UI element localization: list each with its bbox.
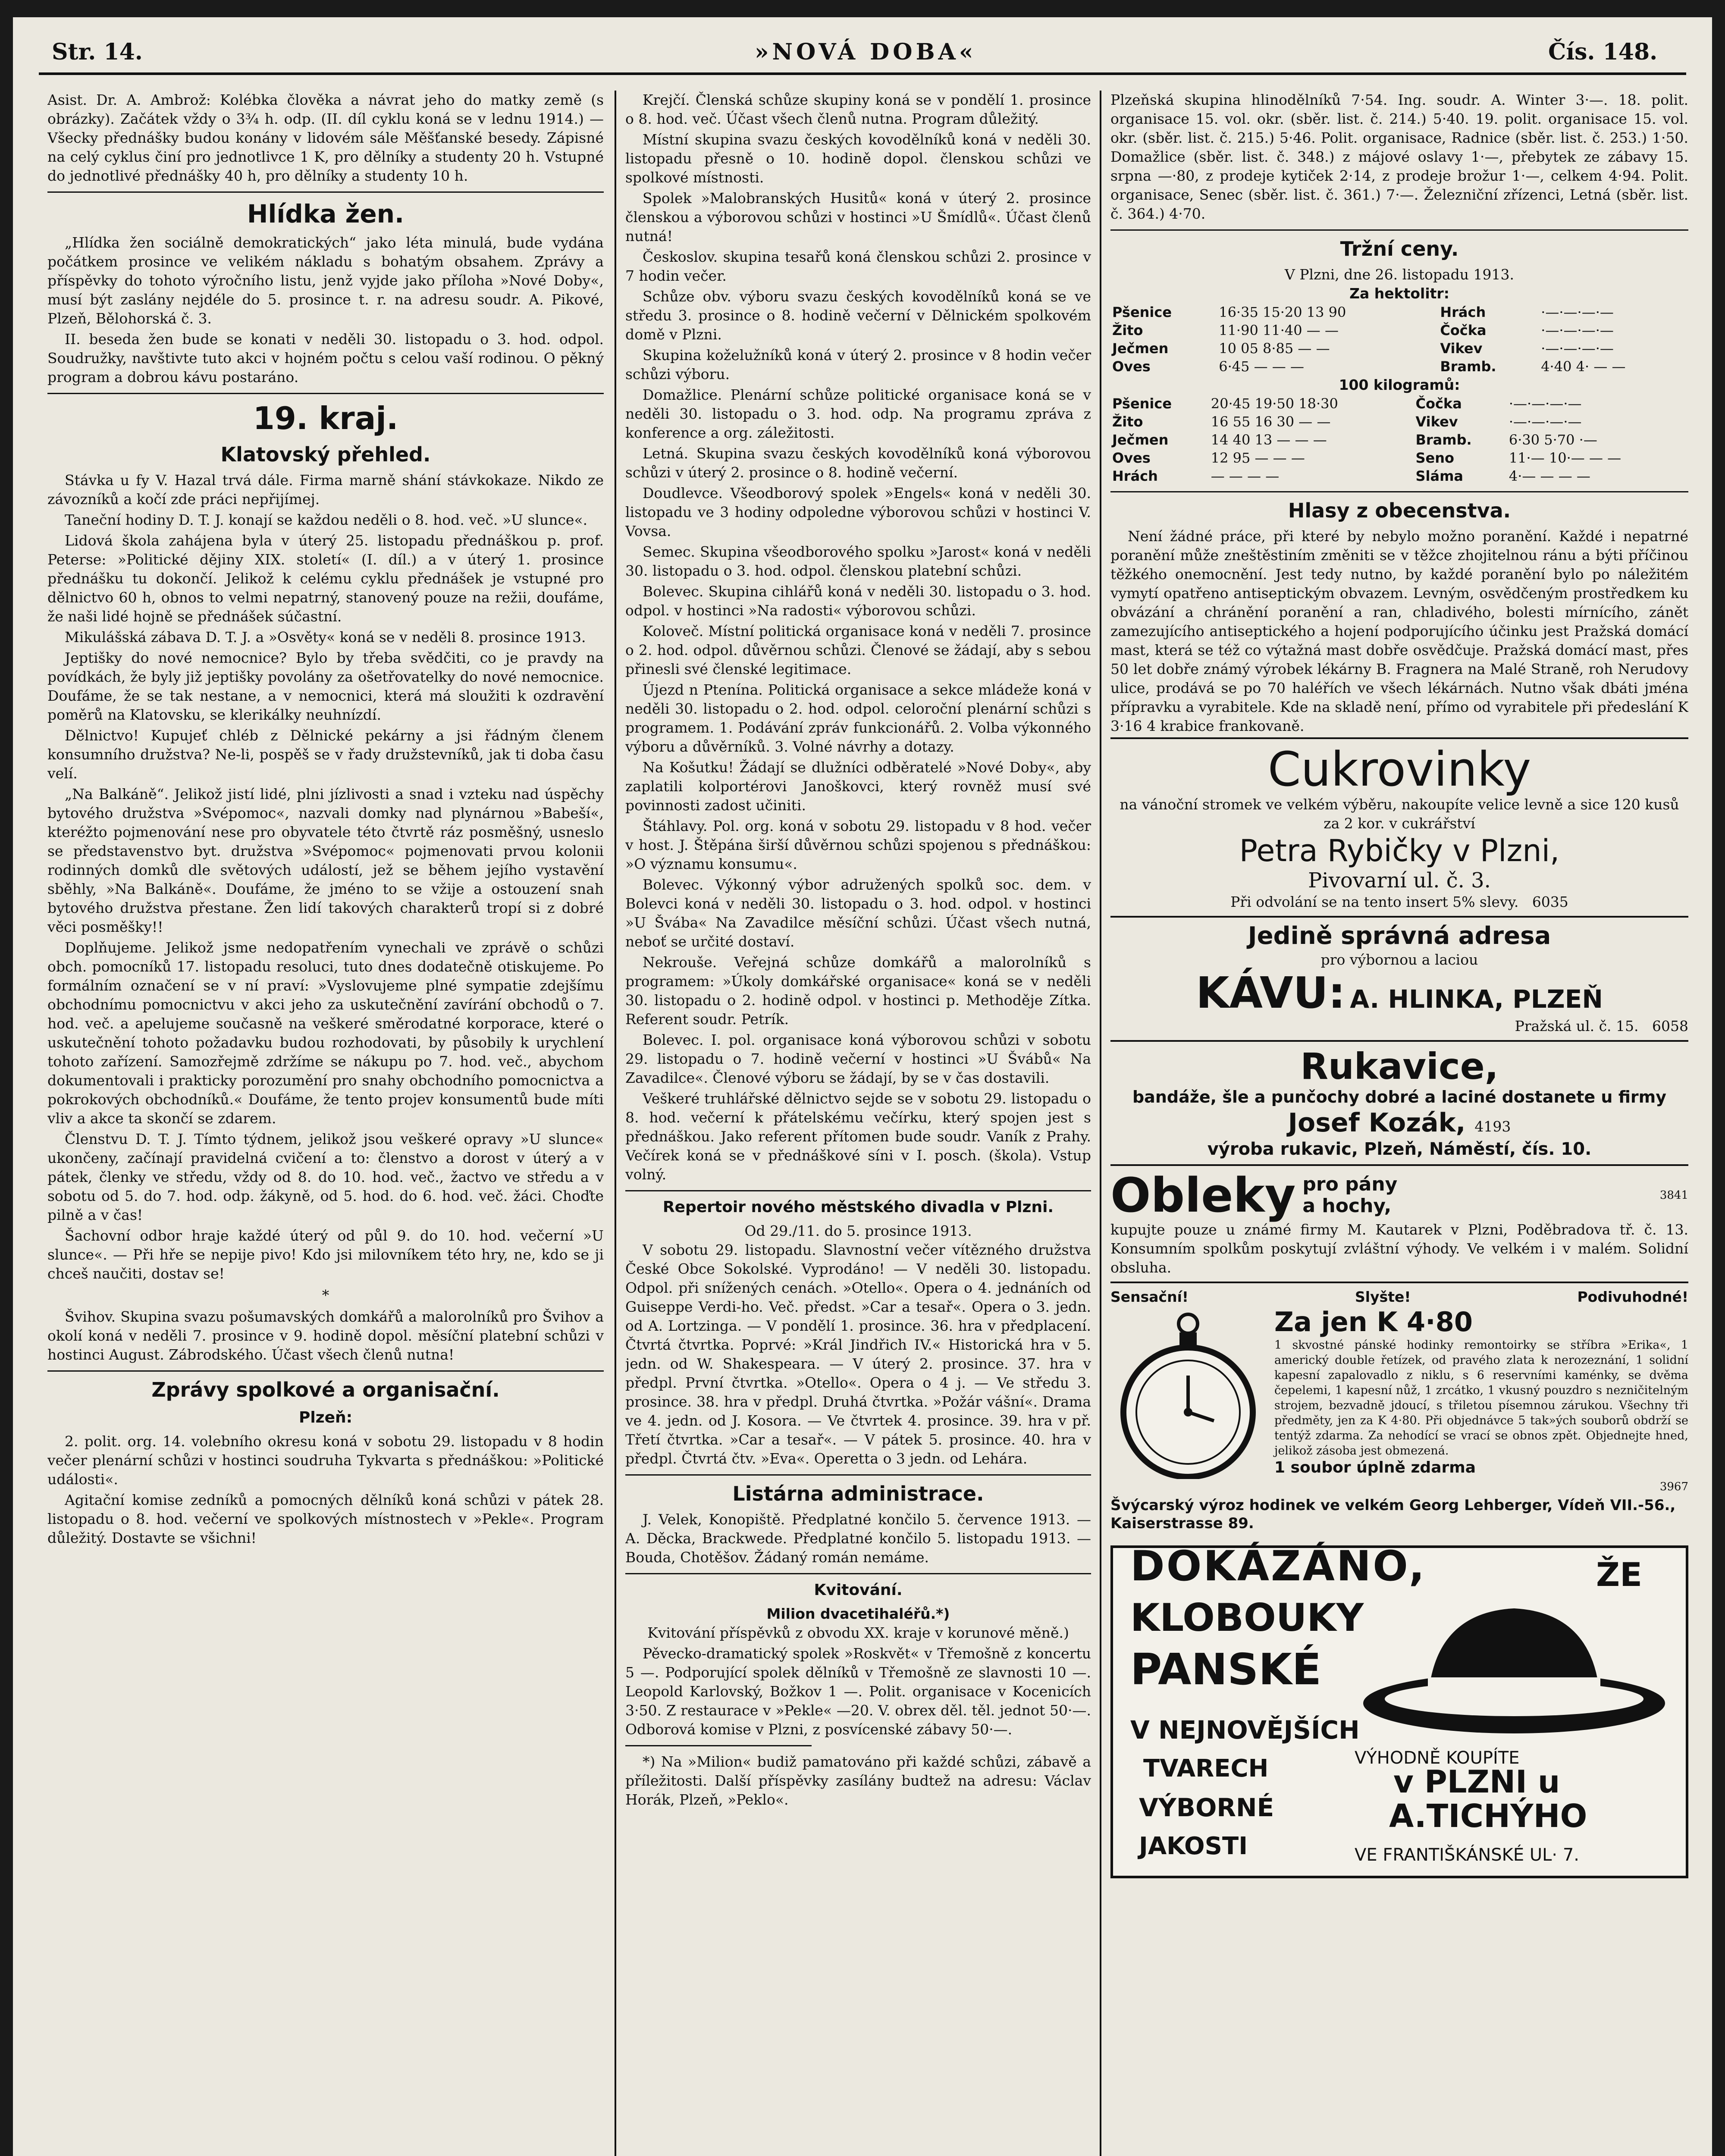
zpravy-heading: Zprávy spolkové a organisační.: [151, 1378, 500, 1401]
ad-klobouky-line: DOKÁZÁNO,: [1130, 1542, 1427, 1590]
repertoir-dates: Od 29./11. do 5. prosince 1913.: [744, 1222, 972, 1239]
ad-cukrovinky-firm: Petra Rybičky v Plzni,: [1239, 833, 1560, 868]
ad-code: 3967: [1659, 1480, 1688, 1493]
hlidka-text-1: „Hlídka žen sociálně demokratických“ jako léta minulá, bude vydána počátkem prosince ve velikém nákladu s bohatým obsahem. Zprávy a příspěvky do tohoto výročního listu, jenž vyjde jako příloha »Nové Doby«, musí být zaslány nejdéle do 5. prosince t. r. na adresu soudr. A. Pikové, Plzeň, Bělohorská č. 3.: [47, 234, 604, 327]
kraj-heading: 19. kraj.: [253, 400, 398, 436]
price-table-kg: [1110, 395, 1688, 485]
ad-klobouky-line: VÝBORNÉ: [1139, 1793, 1274, 1822]
news-item: „Na Balkáně“. Jelikož jistí lidé, plni jízlivosti a snad i vzteku nad úspěchy bytového družstva »Svépomoc«, nazvali domky nad plynárnou »Babeší«, kteréžto pojmenování nese pro obyvatele této čtvrtě ráz posměšný, usneslo se představenstvo byt. družstva »Svépomoc« pojmenovati prvou kolonii rodinných domků dle světových událostí, jež se během jejího vystavění sběhly, »Na Balkáně«. Doufáme, že jméno to se vžije a ostouzení snah bytového družstva přestane. Žen lidí takových charakterů tropí si z dobré věci posměšky!!: [47, 786, 604, 935]
repertoir-text: V sobotu 29. listopadu. Slavnostní večer vítězného družstva České Obce Sokolské. Vyprodáno! — V neděli 30. listopadu. Odpol. při snížených cenách. »Otello«. Opera o 4. jednáních od Guiseppe Verdi-ho. Več. předst. »Car a tesař«. Opera o 3. jedn. od A. Lortzinga. — V pondělí 1. prosince. 36. hra v předplacení. Čtvrtá čtvrtka. Poprvé: »Král Jindřich IV.« Historická hra v 5. jedn. od W. Shakespeara. — V úterý 2. prosince. 37. hra v předpl. První čtvrtka. »Otello«. Opera o 4 j. — Ve středu 3. prosince. 38. hra v předpl. Druhá čtvrtka. »Požár vášní«. Drama ve 4. jedn. od J. Kosora. — Ve čtvrtek 4. prosince. 39. hra v př. Třetí čtvrtka. »Car a tesař«. — V pátek 5. prosince. 40. hra v předpl. Čtvrtá čtv. »Eva«. Operetta o 3 jedn. od Lehára.: [625, 1241, 1091, 1467]
ad-klobouky-line: v PLZNI u: [1393, 1764, 1560, 1800]
ad-rukavice-title: Rukavice,: [1300, 1045, 1499, 1087]
price-row: Hrách — — — — Sláma 4·— — — —: [1112, 468, 1590, 484]
per-hectolitre-label: Za hektolitr:: [1349, 285, 1449, 302]
divider: [47, 393, 604, 394]
ad-rukavice: [1110, 1040, 1688, 1164]
column-1: [47, 91, 604, 2156]
club-item: Štáhlavy. Pol. org. koná v sobotu 29. listopadu v 8 hod. večer v host. J. Štěpána širší důvěrnou schůzi spojenou s přednáškou: »O významu konsumu«.: [625, 818, 1091, 872]
listarna-heading: Listárna administrace.: [732, 1482, 984, 1505]
ad-kava-title: Jedině správná adresa: [1248, 922, 1551, 950]
divider: [625, 1573, 1091, 1574]
news-item: Jeptišky do nové nemocnice? Bylo by třeba svědčiti, co je pravdy na povídkách, že byly již jeptišky povolány za ošetřovatelky do nové nemocnice. Doufáme, že se tak nestane, a v nemocnici, která má sloužiti k ozdravění poměrů na Klatovsku, se klerikálky neuhnízdí.: [47, 649, 604, 723]
ad-obleky: [1110, 1164, 1688, 1282]
ad-hodinky-text: 1 skvostné pánské hodinky remontoirky se stříbra »Erika«, 1 americký double řetízek, od pravého zlata k nerozeznání, 1 solidní kapesní zapalovadlo z niklu, s 6 reservními kaménky, se dvěma čepelemi, 1 kapesní nůž, 1 zrcátko, 1 vkusný pouzdro s nezničitelným strojem, bezvadně jdoucí, s třiletou písemnou zárukou. Všechny tři předměty, jen za K 4·80. Při objednávce 5 tak»ých souborů obdrží se tentýž zdarma. Za nehodící se vrací se obnos zpět. Objednejte hned, jelikož zásoba jest obmezená.: [1274, 1338, 1688, 1457]
column-divider-1: [615, 91, 616, 2156]
ad-klobouky-line: PANSKÉ: [1130, 1644, 1322, 1695]
ad-klobouky: [1110, 1542, 1688, 1878]
divider: [1110, 491, 1688, 492]
ad-cukrovinky-address: Pivovarní ul. č. 3.: [1308, 868, 1491, 893]
footnote-rule: [625, 1745, 812, 1746]
ad-code: 4193: [1474, 1118, 1511, 1135]
price-row: Žito 11·90 11·40 — — Čočka ·—·—·—·—: [1112, 322, 1614, 338]
ad-rukavice-address: výroba rukavic, Plzeň, Náměstí, čís. 10.: [1207, 1139, 1592, 1159]
club-item: Bolevec. Skupina cihlářů koná v neděli 30. listopadu o 3. hod. odpol. v hostinci »Na radosti« výborovou schůzi.: [625, 583, 1091, 619]
club-item: Semec. Skupina všeodborového spolku »Jarost« koná v neděli 30. listopadu o 3. hod. odpol. členskou platební schůzi.: [625, 543, 1091, 579]
club-item: Spolek »Malobranských Husitů« koná v úterý 2. prosince členskou a výborovou schůzi v hostinci »U Šmídlů«. Účast členů nutná!: [625, 190, 1091, 244]
ad-kava-address: Pražská ul. č. 15.: [1515, 1018, 1639, 1034]
issue-number: Čís. 148.: [1548, 39, 1658, 65]
zpravy-item: 2. polit. org. 14. volebního okresu koná v sobotu 29. listopadu v 8 hodin večer plenární schůzi v hostinci soudruha Tykvarta s přednáškou: »Politické události«.: [47, 1433, 604, 1488]
kvitovani-heading: Kvitování.: [814, 1581, 903, 1599]
header-rule: [39, 72, 1686, 75]
club-item: Skupina koželužníků koná v úterý 2. prosince v 8 hodin večer schůzi výboru.: [625, 347, 1091, 382]
price-row: Ječmen 14 40 13 — — — Bramb. 6·30 5·70 ·—: [1112, 432, 1597, 448]
kvitovani-footnote: *) Na »Milion« budiž pamatováno při každé schůzi, zábavě a příležitosti. Další příspěvky zasílány budtež na adresu: Václav Horák, Plzeň, »Peklo«.: [625, 1753, 1091, 1808]
svihov-item: Švihov. Skupina svazu pošumavských domkářů a malorolníků pro Švihov a okolí koná v neděli 7. prosince v 9. hodině dopol. měsíční platební schůzi v hostinci August. Zábrodského. Účast všech členů nutna!: [47, 1308, 604, 1363]
club-item: Nekrouše. Veřejná schůze domkářů a malorolníků s programem: »Úkoly domkářské organisace« koná se v neděli 30. listopadu o 2. hodině odpol. v hostinci p. Methoděje Zítka. Referent soudr. Petrík.: [625, 954, 1091, 1028]
ad-obleky-text: kupujte pouze u známé firmy M. Kautarek v Plzni, Poděbradova tř. č. 13. Konsumním spolkům poskytují zvláštní výhody. Ve velkém i v malém. Solidní obsluha.: [1110, 1221, 1688, 1276]
ad-klobouky-line: VE FRANTIŠKÁNSKÉ UL· 7.: [1355, 1845, 1580, 1865]
masthead: »NOVÁ DOBA«: [755, 39, 977, 65]
market-prices-heading: Tržní ceny.: [1340, 237, 1459, 260]
ad-klobouky-line: TVARECH: [1143, 1755, 1269, 1783]
club-item: Letná. Skupina svazu českých kovodělníků koná výborovou schůzi v úterý 2. prosince o 8. hodině večerní.: [625, 445, 1091, 481]
ad-hodinky-head: Sensační!: [1110, 1288, 1189, 1305]
plzen-subheading: Plzeň:: [298, 1409, 353, 1426]
ad-hodinky-head: Podivuhodné!: [1577, 1288, 1688, 1305]
divider: [47, 191, 604, 193]
ad-hodinky: [1110, 1282, 1688, 1537]
ad-klobouky-line: KLOBOUKY: [1130, 1595, 1364, 1640]
donations-continued: Plzeňská skupina hlinodělníků 7·54. Ing. soudr. A. Winter 3·—. 18. polit. organisace 15. vol. okr. (sběr. list. č. 214.) 5·40. 19. polit. organisace 15. vol. okr. (sběr. list. č. 215.) 5·46. Polit. organisace, Radnice (sběr. list. č. 253.) 1·50. Domažlice (sběr. list. č. 348.) z májové oslavy 1·—, přebytek ze zábavy 15. srpna —·80, z prodeje kytiček 2·14, z prodeje brožur 1·—, celkem 4·94. Polit. organisace, Senec (sběr. list. č. 361.) 7·—. Železniční zřízenci, Letná (sběr. list. č. 364.) 4·70.: [1110, 91, 1688, 222]
newspaper-page: [13, 17, 1712, 2156]
ad-hodinky-free: 1 soubor úplně zdarma: [1274, 1459, 1476, 1476]
ad-klobouky-line: V NEJNOVĚJŠÍCH: [1130, 1715, 1360, 1745]
kvitovani-intro: Kvitování příspěvků z obvodu XX. kraje v korunové měně.): [647, 1624, 1069, 1641]
page-number: Str. 14.: [52, 39, 143, 65]
price-row: Pšenice 20·45 19·50 18·30 Čočka ·—·—·—·—: [1112, 395, 1582, 412]
ad-hodinky-head: Slyšte!: [1355, 1288, 1411, 1305]
club-item: Místní skupina svazu českých kovodělníků koná v neděli 30. listopadu přesně o 10. hodině dopol. členskou schůzi ve spolkové místnosti.: [625, 131, 1091, 186]
ad-hodinky-firm: Švýcarský výroz hodinek ve velkém Georg Lehberger, Vídeň VII.-56., Kaiserstrasse 89.: [1110, 1497, 1676, 1532]
ad-kava-firm: A. HLINKA, PLZEŇ: [1350, 984, 1603, 1014]
repertoir-heading: Repertoir nového městského divadla v Plzni.: [662, 1198, 1054, 1216]
ad-kava: [1110, 916, 1688, 1040]
club-item: Domažlice. Plenární schůze politické organisace koná se v neděli 30. listopadu o 3. hod. odp. Na programu zpráva z konference a org. záležitosti.: [625, 386, 1091, 441]
hlidka-heading: Hlídka žen.: [247, 199, 405, 229]
pocket-watch-icon: [1110, 1307, 1266, 1479]
ad-kava-big: KÁVU:: [1196, 968, 1346, 1018]
ad-klobouky-line: JAKOSTI: [1139, 1832, 1248, 1860]
price-row: Žito 16 55 16 30 — — Vikev ·—·—·—·—: [1112, 414, 1582, 430]
lecture-notice: Asist. Dr. A. Ambrož: Kolébka člověka a návrat jeho do matky země (s obrázky). Začátek vždy o 3¾ h. odp. (II. díl cyklu koná se v lednu 1914.) — Všecky přednášky budou konány v lidovém sále Měšťanské besedy. Zápisné na celý cyklus činí pro jednotlivce 1 K, pro dělníky a studenty 20 h. Vstupné do jednotlivé přednášky 40 h, pro dělníky a studenty 10 h.: [47, 91, 604, 184]
per-100kg-label: 100 kilogramů:: [1339, 376, 1460, 393]
club-item: Krejčí. Členská schůze skupiny koná se v pondělí 1. prosince o 8. hod. več. Účast všech členů nutna. Program důležitý.: [625, 91, 1091, 127]
listarna-text: J. Velek, Konopiště. Předplatné končilo 5. července 1913. — A. Děcka, Brackwede. Předplatné končilo 5. listopadu 1913. — Bouda, Chotěšov. Žádaný román nemáme.: [625, 1511, 1091, 1566]
klatovy-heading: Klatovský přehled.: [220, 443, 431, 466]
hlasy-heading: Hlasy z obecenstva.: [1288, 499, 1511, 522]
news-item: Lidová škola zahájena byla v úterý 25. listopadu přednáškou p. prof. Peterse: »Politické dějiny XIX. století« (I. díl.) a v úterý 1. prosince přednášku tu dokončí. Jelikož k celému cyklu přednášek je vstupné pro dělnictvo 60 h, obnos to velmi nepatrný, stanovený pouze na režii, doufáme, že naši lidé hojně se přednášek súčastní.: [47, 532, 604, 625]
ad-klobouky-line: ŽE: [1596, 1555, 1643, 1594]
asterisk-divider: *: [322, 1287, 329, 1304]
club-item: Na Košutku! Žádají se dlužníci odběratelé »Nové Doby«, aby zaplatili kolportérovi Janoškovci, který rovněž musí své povinnosti zadost učiniti.: [625, 759, 1091, 814]
news-item: Dělnictvo! Kupujeť chléb z Dělnické pekárny a jsi řádným členem konsumního družstva? Ne-li, pospěš se v řady družstevníků, jak ti doba času velí.: [47, 727, 604, 782]
ad-obleky-title: Obleky: [1110, 1168, 1296, 1223]
column-divider-2: [1100, 91, 1101, 2156]
news-item: Šachovní odbor hraje každé úterý od půl 9. do 10. hod. večerní »U slunce«. — Při hře se nepije pivo! Kdo jsi milovníkem této hry, ne, kdo se ji chceš naučiti, dostav se!: [47, 1227, 604, 1282]
divider: [625, 1190, 1091, 1191]
news-item: Stávka u fy V. Hazal trvá dále. Firma marně shání stávkokaze. Nikdo ze závozníků a kočí zde práci nepřijímej.: [47, 472, 604, 508]
ad-code: 6035: [1532, 893, 1568, 910]
column-3: [1110, 91, 1688, 2156]
ad-klobouky-line: VÝHODNĚ KOUPÍTE: [1355, 1748, 1520, 1768]
ad-rukavice-subtitle: bandáže, šle a punčochy dobré a laciné dostanete u firmy: [1132, 1087, 1666, 1106]
club-item: Schůze obv. výboru svazu českých kovodělníků koná se ve středu 3. prosince o 8. hodině večerní v Dělnickém spolkovém domě v Plzni.: [625, 288, 1091, 343]
ad-cukrovinky-title: Cukrovinky: [1267, 742, 1531, 797]
ad-hodinky-price: Za jen K 4·80: [1274, 1306, 1473, 1338]
price-table-hl: [1110, 303, 1688, 376]
news-item: Doplňujeme. Jelikož jsme nedopatřením vynechali ve zprávě o schůzi obch. pomocníků 17. listopadu resoluci, tuto dnes dodatečně otiskujeme. Po formálním označení se v ní praví: »Vyslovujeme plné sympatie zdejšímu obchodnímu pomocnictvu v akci jeho za uskutečnění zavírání obchodů o 7. hod. več. a apelujeme současně na veškeré směrodatné korporace, které o uskutečnění tohoto požadavku budou rozhodovati, by působily k urychlení tohoto zařízení. Samozřejmě zdržíme se nákupu po 7. hod. več., abychom dokumentovali i prakticky porozumění pro snahy obchodního pomocnictva a pokrokových obchodníků.« Doufáme, že tento projev konsumentů bude míti vliv a akce ta skončí se zdarem.: [47, 939, 604, 1127]
divider: [625, 1474, 1091, 1476]
club-item: Bolevec. I. pol. organisace koná výborovou schůzi v sobotu 29. listopadu o 7. hodině večerní v hostinci »U Švábů« Na Zavadilce«. Členové výboru se žádají, by se v čas dostavili.: [625, 1031, 1091, 1086]
divider: [1110, 229, 1688, 231]
club-item: Koloveč. Místní politická organisace koná v neděli 7. prosince o 2. hod. odpol. důvěrnou schůzi. Členové se žádají, aby s sebou přinesli své členské legitimace.: [625, 623, 1091, 677]
price-row: Oves 12 95 — — — Seno 11·— 10·— — —: [1112, 450, 1622, 466]
ad-kava-subtitle: pro výbornou a laciou: [1320, 951, 1478, 968]
price-row: Pšenice 16·35 15·20 13 90 Hrách ·—·—·—·—: [1112, 304, 1614, 320]
market-date: V Plzni, dne 26. listopadu 1913.: [1285, 266, 1514, 283]
price-row: Oves 6·45 — — — Bramb. 4·40 4· — —: [1112, 358, 1626, 375]
club-item: Bolevec. Výkonný výbor adružených spolků soc. dem. v Bolevci koná v neděli 30. listopadu o 3. hod. odpol. v hostinci »U Švába« Na Zavadilce měsíční schůzi. Účast všech nutná, neboť se určité dostaví.: [625, 876, 1091, 950]
column-2: [625, 91, 1091, 2156]
page-header: [13, 17, 1712, 69]
ad-cukrovinky-note: Při odvolání se na tento insert 5% slevy.: [1230, 893, 1519, 910]
ad-code: 6058: [1652, 1018, 1688, 1034]
ad-obleky-side: pro pány a hochy,: [1302, 1173, 1398, 1217]
hat-icon: [1355, 1595, 1674, 1742]
hlidka-text-2: II. beseda žen bude se konati v neděli 30. listopadu o 3. hod. odpol. Soudružky, navštivte tuto akci v hojném počtu s celou vaší rodinou. O pěkný program a dobrou kávu postaráno.: [47, 331, 604, 385]
ad-cukrovinky-text: na vánoční stromek ve velkém výběru, nakoupíte velice levně a sice 120 kusů za 2 kor. v cukrářství: [1120, 796, 1679, 832]
kvitovani-subheading: Milion dvacetihaléřů.*): [766, 1605, 950, 1622]
kvitovani-text: Pěvecko-dramatický spolek »Roskvět« v Třemošně z koncertu 5 —. Podporující spolek dělníků v Třemošně ze slavnosti 10 —. Leopold Karlovský, Božkov 1 —. Polit. organisace v Kocenicích 3·50. Z restaurace v »Pekle« —20. V. obrex děl. těl. jednot 50·—. Odborová komise v Plzni, z posvícenské zábavy 50·—.: [625, 1645, 1091, 1738]
news-item: Mikulášská zábava D. T. J. a »Osvěty« koná se v neděli 8. prosince 1913.: [65, 629, 586, 646]
news-item: Členstvu D. T. J. Tímto týdnem, jelikož jsou veškeré opravy »U slunce« ukončeny, začínají pravidelná cvičení a to: členstvo a dorost v úterý a v pátek, členky ve středu, vždy od 8. do 10. hod. več., žactvo ve středu a v sobotu od 5. do 7. hod. odp. žákyně, od 5. hod. do 6. hod. več. žáci. Choďte pilně a v čas!: [47, 1131, 604, 1223]
ad-rukavice-firm: Josef Kozák,: [1288, 1108, 1466, 1138]
club-item: Veškeré truhlářské dělnictvo sejde se v sobotu 29. listopadu o 8. hod. večerní k přátelskému večírku, který spojen jest s přednáškou. Jako referent přítomen bude soudr. Vaník z Prahy. Večírek koná se v přednáškové síni v I. posch. (škola). Vstup volný.: [625, 1090, 1091, 1183]
price-row: Ječmen 10 05 8·85 — — Vikev ·—·—·—·—: [1112, 340, 1614, 357]
ad-code: 3841: [1659, 1189, 1688, 1202]
club-item: Doudlevce. Všeodborový spolek »Engels« koná v neděli 30. listopadu ve 3 hodiny odpoledne výborovou schůzi v hostinci V. Vovsa.: [625, 485, 1091, 539]
news-item: Taneční hodiny D. T. J. konají se každou neděli o 8. hod. več. »U slunce«.: [65, 511, 588, 528]
club-item: Újezd n Ptenína. Politická organisace a sekce mládeže koná v neděli 30. listopadu o 2. hod. odpol. celoroční plenární schůzi s programem. 1. Podávání zpráv funkcionářů. 2. Volba výkonného výboru a důvěrníků. 3. Volné návrhy a dotazy.: [625, 681, 1091, 755]
divider: [47, 1370, 604, 1372]
ad-cukrovinky: [1110, 737, 1688, 916]
hlasy-text: Není žádné práce, při které by nebylo možno poranění. Každé i nepatrné poranění může zneštěstiním změniti se v těžce zhojitelnou ránu a býti příčinou těžkého onemocnění. Jest tedy nutno, by každé poranění bylo po náležitém vymytí opatřeno antiseptickým obvazem. Levným, osvědčeným prostředkem ku obvázání a chránění poranění a ran, chladivého, bolesti mírnícího, zánět zamezujícího antiseptického a hojení podporujícího účinku jest Pražská domácí mast, která se též co výtažná mast dobře osvědčuje. Pražská domácí mast, přes 50 let dobře známý výrobek lékárny B. Fragnera na Malé Straně, roh Nerudovy ulice, prodává se po 70 haléřích ve všech lékárnách. Nutno však dbáti jména přípravku a vyrabitele. Kde na skladě není, přímo od vyrabitele při předeslání K 3·16 4 krabice frankovaně.: [1110, 528, 1688, 734]
club-item: Českoslov. skupina tesařů koná členskou schůzi 2. prosince v 7 hodin večer.: [625, 248, 1091, 284]
zpravy-item: Agitační komise zedníků a pomocných dělníků koná schůzi v pátek 28. listopadu o 8. hod. večerní ve spolkových místnostech v »Pekle«. Program důležitý. Dostavte se všichni!: [47, 1492, 604, 1546]
ad-klobouky-line: A.TICHÝHO: [1389, 1798, 1587, 1835]
